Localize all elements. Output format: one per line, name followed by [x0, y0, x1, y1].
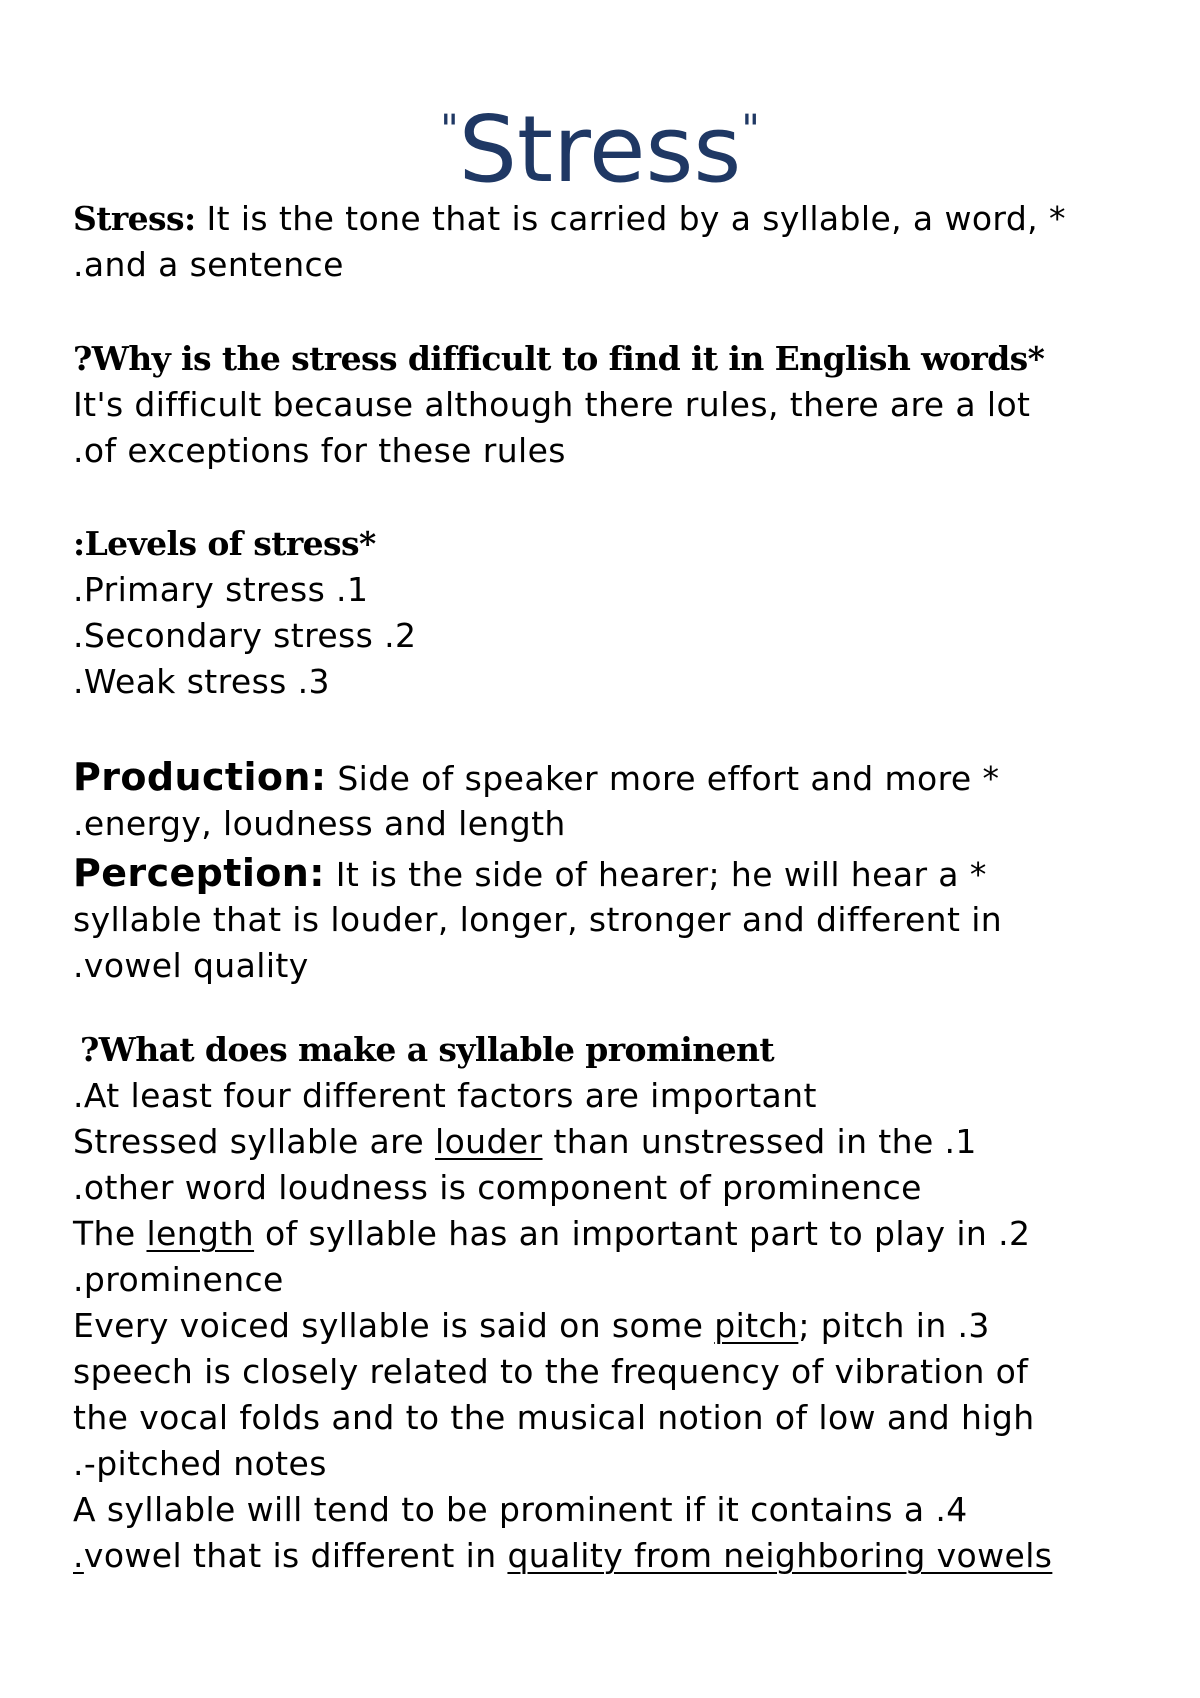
- definition-term: Stress:: [73, 199, 196, 238]
- factor-3-line-4: .-pitched notes: [73, 1444, 327, 1483]
- factor-4-line-1: A syllable will tend to be prominent if it contains a .4: [73, 1490, 968, 1529]
- factor-2-text-b: of syllable has an important part to play in .2: [254, 1214, 1031, 1253]
- definition-text-1: It is the tone that is carried by a syllable, a word, *: [195, 199, 1066, 238]
- factor-1-text-b: than unstressed in the .1: [542, 1122, 977, 1161]
- factor-3-text-b: ; pitch in .3: [798, 1306, 990, 1345]
- factor-3-text-a: Every voiced syllable is said on some: [73, 1306, 715, 1345]
- perception-term: Perception:: [73, 851, 325, 895]
- factor-2-text-a: The: [73, 1214, 147, 1253]
- factor-2-line-1: [73, 1214, 1030, 1254]
- factor-2-line-2: .prominence: [73, 1260, 284, 1299]
- production-text-1: Side of speaker more effort and more *: [326, 759, 1000, 798]
- title-quote-open: ": [440, 107, 459, 153]
- perception-line-2: syllable that is louder, longer, stronger and different in: [73, 900, 1003, 939]
- factor-1-line-1: [73, 1122, 977, 1162]
- production-line-2: .energy, loudness and length: [73, 804, 566, 843]
- factor-3-line-3: the vocal folds and to the musical notion of low and high: [73, 1398, 1035, 1437]
- factor-1-underlined: louder: [435, 1122, 543, 1161]
- why-answer-line-1: It's difficult because although there rules, there are a lot: [73, 385, 1031, 424]
- production-term: Production:: [73, 755, 327, 799]
- title-word: Stress: [458, 96, 742, 203]
- why-question: ?Why is the stress difficult to find it in English words*: [73, 339, 1045, 378]
- levels-item-3: .Weak stress .3: [73, 662, 330, 701]
- factor-3-line-2: speech is closely related to the frequency of vibration of: [73, 1352, 1029, 1391]
- why-answer-line-2: .of exceptions for these rules: [73, 431, 566, 470]
- factor-3-underlined: pitch: [714, 1306, 799, 1345]
- factor-4-line-2: [73, 1536, 1052, 1576]
- factor-1-text-a: Stressed syllable are: [73, 1122, 436, 1161]
- definition-line-2: .and a sentence: [73, 245, 344, 284]
- prominent-question: ?What does make a syllable prominent: [80, 1030, 775, 1069]
- levels-item-1: .Primary stress .1: [73, 570, 369, 609]
- perception-line-3: .vowel quality: [73, 946, 309, 985]
- production-line-1: [73, 757, 999, 799]
- perception-line-1: [73, 853, 987, 895]
- factor-4-text: vowel that is different in: [83, 1536, 508, 1575]
- definition-line-1: [73, 199, 1066, 239]
- factor-1-line-2: .other word loudness is component of prominence: [73, 1168, 922, 1207]
- factor-4-underlined: quality from neighboring vowels: [507, 1536, 1053, 1575]
- factor-4-underlined-dot: .: [73, 1536, 84, 1575]
- levels-item-2: .Secondary stress .2: [73, 616, 417, 655]
- page-title: [0, 78, 1200, 202]
- levels-heading: :Levels of stress*: [73, 524, 376, 563]
- factor-2-underlined: length: [146, 1214, 255, 1253]
- title-quote-close: ": [741, 107, 760, 153]
- perception-text-1: It is the side of hearer; he will hear a *: [324, 855, 987, 894]
- factor-3-line-1: [73, 1306, 990, 1346]
- prominent-intro: .At least four different factors are important: [73, 1076, 817, 1115]
